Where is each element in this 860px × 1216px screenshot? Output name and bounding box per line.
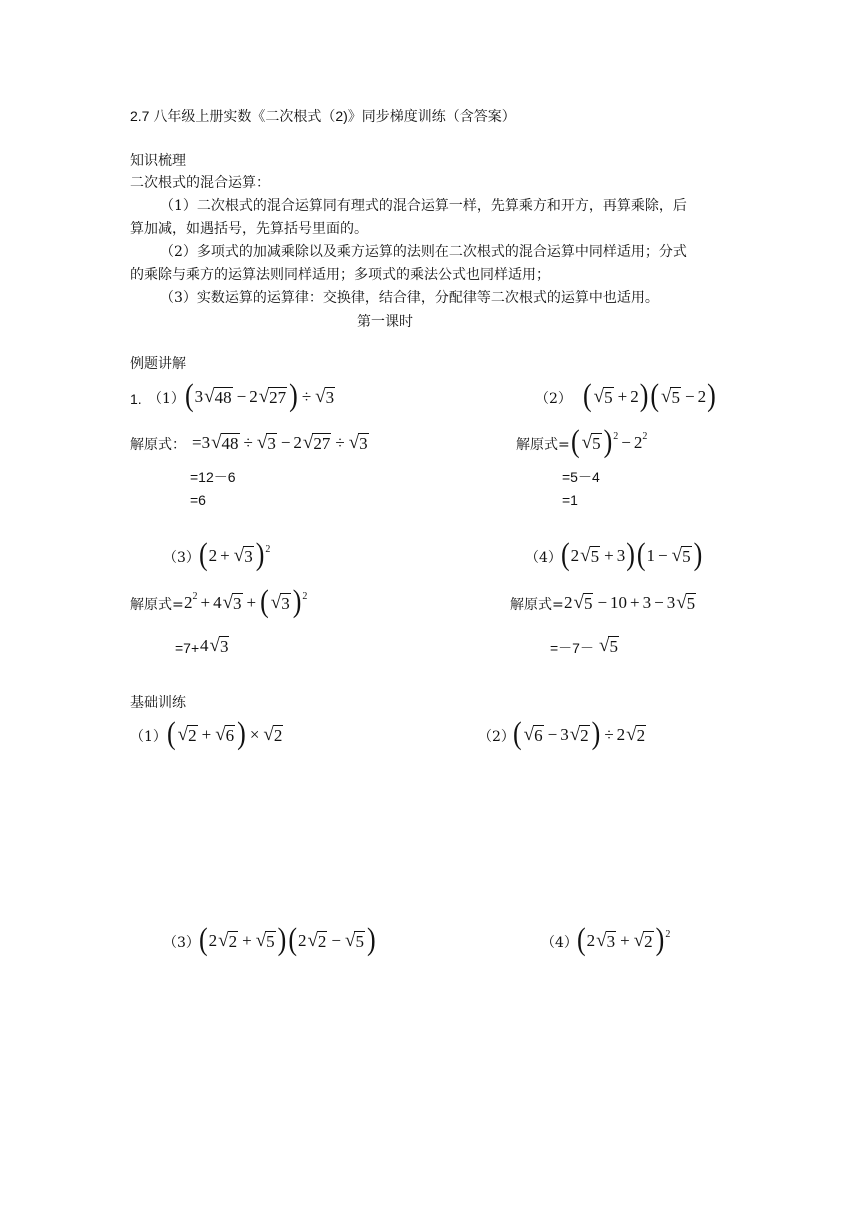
knowledge-heading: 知识梳理 — [130, 153, 186, 169]
solution-1-line-1: =3 √ 48 ÷ √ 3 − 2 √ 27 ÷ √ 3 — [192, 432, 368, 453]
solution-2-prefix: 解原式= — [516, 437, 570, 453]
solution-2-line-1: ( √ 5 )$^2 - 2^2$ — [571, 424, 648, 459]
knowledge-para-1b: 算加减，如遇括号，先算括号里面的。 — [130, 221, 368, 237]
basic-4-label: （4） — [541, 935, 578, 951]
document-title: 2.7 八年级上册实数《二次根式（2)》同步梯度训练（含答案） — [130, 108, 516, 124]
solution-4-line-2: √ 5 — [599, 635, 618, 656]
solution-3-line-1: $2^2 + 4$ √ 3 + ( √ 3 )$^2$ — [184, 584, 308, 619]
basic-heading: 基础训练 — [130, 695, 186, 711]
knowledge-para-2b: 的乘除与乘方的运算法则同样适用；多项式的乘法公式也同样适用； — [130, 267, 550, 283]
solution-2-line-3: =1 — [562, 492, 578, 508]
basic-3-label: （3） — [163, 935, 200, 951]
example-3-label: （3） — [163, 550, 200, 566]
solution-3-prefix: 解原式= — [130, 597, 184, 613]
example-1-expression: (3 √ 48 − 2 √ 27 ) ÷ √ 3 — [185, 378, 335, 413]
basic-3-expression: (2 √ 2 + √ 5 )(2 √ 2 − √ 5 ) — [199, 922, 376, 957]
solution-3-line-2: 4 √ 3 — [200, 635, 229, 656]
basic-1-expression: ( √ 2 + √ 6 ) × √ 2 — [167, 716, 283, 751]
basic-4-expression: (2 √ 3 + √ 2 )$^2$ — [577, 922, 671, 957]
solution-3-line-2-prefix: =7+ — [175, 640, 200, 656]
basic-2-label: （2） — [478, 729, 515, 745]
lesson-title: 第一课时 — [357, 314, 413, 330]
solution-1-line-2: =12－6 — [190, 469, 236, 485]
knowledge-subheading: 二次根式的混合运算： — [130, 175, 270, 191]
example-4-label: （4） — [525, 550, 562, 566]
knowledge-para-3: （3）实数运算的运算律：交换律，结合律，分配律等二次根式的运算中也适用。 — [160, 290, 659, 306]
solution-1-prefix: 解原式： — [130, 437, 186, 453]
example-2-label: （2） — [535, 391, 572, 407]
example-1-label: （1） — [148, 391, 185, 407]
solution-2-line-2: =5－4 — [562, 469, 600, 485]
solution-1-line-3: =6 — [190, 492, 206, 508]
examples-heading: 例题讲解 — [130, 356, 186, 372]
solution-4-line-2-prefix: =－7－ — [550, 640, 594, 656]
example-4-expression: (2 √ 5 + 3)(1 − √ 5 ) — [561, 537, 703, 572]
solution-4-line-1: 2 √ 5 − 10 + 3 − 3 √ 5 — [564, 592, 696, 613]
question-number: 1. — [130, 391, 142, 407]
basic-2-expression: ( √ 6 − 3 √ 2 ) ÷ 2 √ 2 — [513, 716, 646, 751]
example-2-expression: ( √ 5 + 2)( √ 5 − 2) — [583, 378, 716, 413]
basic-1-label: （1） — [130, 729, 167, 745]
knowledge-para-1a: （1）二次根式的混合运算同有理式的混合运算一样，先算乘方和开方，再算乘除，后 — [160, 198, 687, 214]
solution-4-prefix: 解原式= — [510, 597, 564, 613]
example-3-expression: (2 + √ 3 )$^2$ — [199, 537, 271, 572]
knowledge-para-2a: （2）多项式的加减乘除以及乘方运算的法则在二次根式的混合运算中同样适用；分式 — [160, 244, 687, 260]
